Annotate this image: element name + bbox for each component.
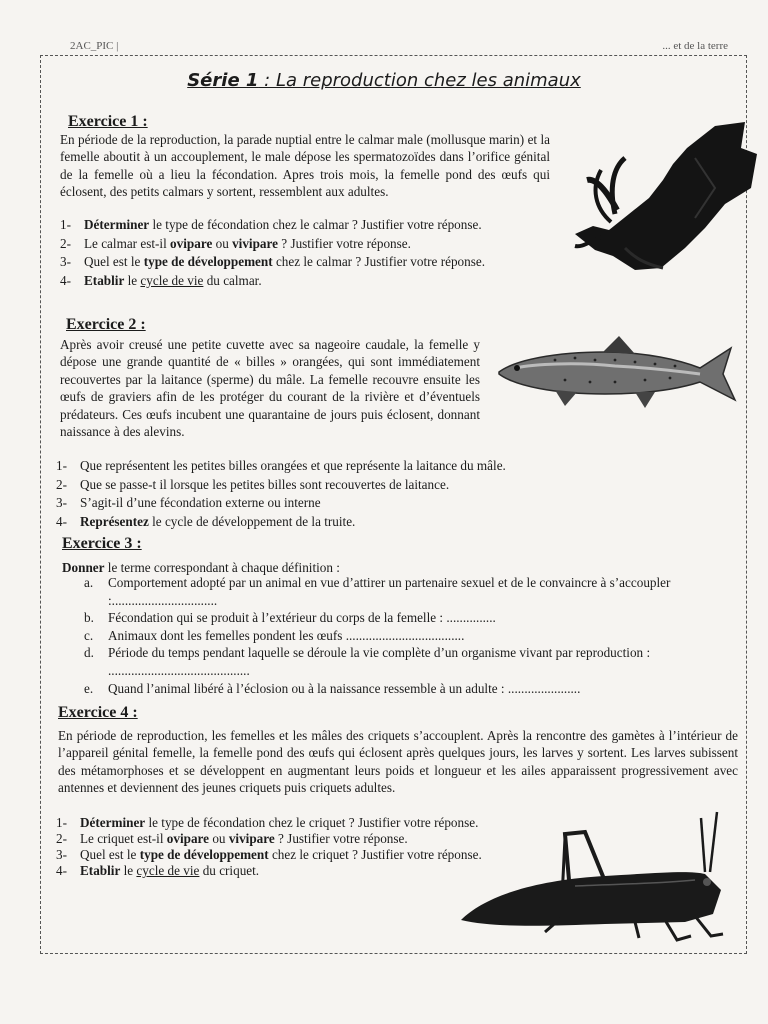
question-text: du calmar. — [203, 272, 262, 288]
question-number: e. — [84, 680, 94, 696]
question-number: 2- — [60, 235, 71, 251]
question-text: chez le calmar ? Justifier votre réponse. — [272, 254, 486, 270]
question-number: 1- — [56, 815, 67, 830]
question-underlined: cycle de vie — [136, 863, 200, 878]
question-number: 1- — [60, 217, 71, 232]
question-text: Le criquet est-il — [80, 831, 167, 846]
question-number: c. — [84, 627, 94, 643]
ex3-question-4 — [84, 644, 739, 679]
ex2-question-1 — [56, 457, 716, 476]
ex1-question-2 — [60, 235, 560, 254]
ex2-questions — [56, 457, 716, 531]
title-serie: Série 1 — [187, 70, 259, 91]
question-number: 4- — [56, 513, 67, 529]
ex3-question-5 — [84, 680, 739, 698]
trout-image — [495, 330, 740, 415]
question-text: S’agit-il d’une fécondation externe ou interne — [80, 495, 321, 511]
ex3-question-1 — [84, 574, 739, 609]
ex3-questions — [84, 574, 739, 697]
question-text: le — [120, 863, 137, 878]
question-text: le type de fécondation chez le criquet ? Justifier votre réponse. — [145, 815, 479, 830]
question-text: Que se passe-t il lorsque les petites billes sont recouvertes de laitance. — [80, 476, 450, 492]
ex1-question-3 — [60, 253, 560, 272]
question-number: 2- — [56, 476, 67, 492]
ex4-title: Exercice 4 : — [58, 704, 138, 721]
ex2-text: Après avoir creusé une petite cuvette avec sa nageoire caudale, la femelle y dépose une grande quantité de « billes » orangées, qui sont immédiatement recouvertes par la laitance (sperme) du mâle. La femelle recouvre ensuite les œufs de graviers afin de les protéger du courant de la rivière et d’éventuels prédateurs. Ces œufs incubent une quarantaine de jours puis éclosent, donnant naissance à des alevins. — [60, 337, 480, 440]
question-keyword: vivipare — [228, 831, 275, 846]
question-number: 3- — [56, 495, 67, 511]
question-text: Période du temps pendant laquelle se déroule la vie complète d’un organisme vivant par reproduction : ........................................... — [108, 645, 651, 678]
question-number: 3- — [56, 847, 67, 862]
ex3-intro-verb: Donner — [62, 560, 105, 575]
question-number: 3- — [60, 254, 71, 270]
ex1-questions — [60, 216, 560, 290]
question-text: Comportement adopté par un animal en vue d’attirer un partenaire sexuel et de le convaincre à s’accoupler :................................ — [108, 575, 671, 608]
page-title — [0, 70, 768, 91]
question-underlined: cycle de vie — [140, 272, 204, 288]
question-keyword: ovipare — [170, 235, 213, 251]
question-keyword: Déterminer — [80, 815, 146, 830]
page-header — [0, 40, 768, 54]
question-text: Animaux dont les femelles pondent les œufs .................................... — [108, 627, 465, 643]
question-number: d. — [84, 645, 94, 661]
question-number: a. — [84, 575, 94, 590]
question-text: le cycle de développement de la truite. — [148, 513, 356, 529]
ex4-text: En période de reproduction, les femelles et les mâles des criquets s’accouplent. Après la rencontre des gamètes à l’intérieur de l’appareil génital femelle, la femelle pond des œufs qui éclosent après quelques jours, les larves y sortent. Les larves subissent des métamorphoses et se développent en augmentant leurs poids et longueur et les ailes apparaissent progressivement avec antennes et deviennent des jeunes criquets puis criquets adultes. — [58, 728, 738, 796]
question-keyword: vivipare — [232, 235, 278, 251]
question-text: du criquet. — [199, 863, 260, 878]
ex2-question-2 — [56, 476, 716, 495]
ex2-title: Exercice 2 : — [66, 316, 146, 333]
question-text: ou — [212, 235, 233, 251]
question-text: ou — [209, 831, 229, 846]
ex3-question-3 — [84, 627, 739, 645]
ex1-question-4 — [60, 272, 560, 291]
question-text: Quand l’animal libéré à l’éclosion ou à la naissance ressemble à un adulte : ...................... — [108, 680, 581, 696]
question-text: Fécondation qui se produit à l’extérieur du corps de la femelle : ............... — [108, 610, 496, 626]
ex3-question-2 — [84, 609, 739, 627]
question-number: 4- — [60, 272, 71, 288]
question-text: le — [124, 272, 141, 288]
question-number: 2- — [56, 831, 67, 846]
question-text: Quel est le — [84, 254, 144, 270]
question-keyword: Déterminer — [84, 217, 150, 232]
question-keyword: type de développement — [143, 254, 273, 270]
question-text: ? Justifier votre réponse. — [278, 235, 411, 251]
question-text: ? Justifier votre réponse. — [274, 831, 408, 846]
squid-image — [565, 118, 765, 278]
question-text: Que représentent les petites billes orangées et que représente la laitance du mâle. — [80, 458, 506, 473]
question-text: Quel est le — [80, 847, 140, 862]
question-keyword: ovipare — [166, 831, 210, 846]
question-text: le type de fécondation chez le calmar ? Justifier votre réponse. — [149, 217, 482, 232]
ex2-question-4 — [56, 513, 716, 532]
header-right: ... et de la terre — [662, 40, 728, 52]
header-left: 2AC_PIC | — [70, 40, 119, 52]
question-keyword: type de développement — [139, 847, 269, 862]
question-number: 4- — [56, 863, 67, 878]
question-number: b. — [84, 610, 94, 626]
ex1-question-1 — [60, 216, 560, 235]
question-text: Le calmar est-il — [84, 235, 171, 251]
ex1-title: Exercice 1 : — [68, 113, 148, 130]
question-keyword: Etablir — [80, 863, 121, 878]
question-keyword: Représentez — [80, 513, 149, 529]
question-keyword: Etablir — [84, 272, 125, 288]
question-text: chez le criquet ? Justifier votre réponse. — [268, 847, 482, 862]
locust-image — [455, 810, 740, 945]
title-text: : La reproduction chez les animaux — [258, 70, 581, 91]
ex2-question-3 — [56, 494, 716, 513]
ex1-text: En période de la reproduction, la parade nuptial entre le calmar male (mollusque marin) et la femelle aboutit à un accouplement, le male dépose les spermatozoïdes dans l’orifice génital de la femelle où a lieu la fécondation. Apres trois mois, la femelle pond des œufs qui éclosent, des petits calmars y sortent, ressemblent aux adultes. — [60, 132, 550, 200]
ex3-intro-text: le terme correspondant à chaque définition : — [104, 560, 340, 575]
question-number: 1- — [56, 458, 67, 473]
ex3-title: Exercice 3 : — [62, 535, 142, 552]
